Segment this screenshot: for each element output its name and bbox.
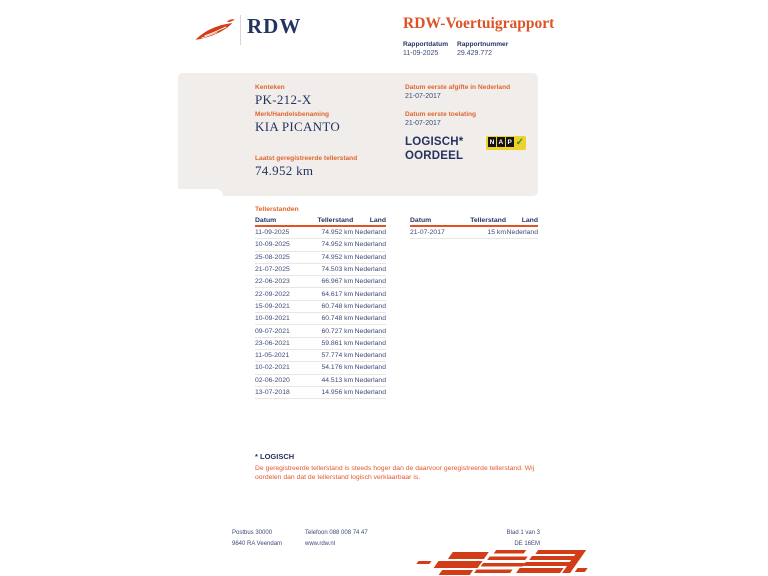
table-row — [255, 239, 386, 251]
rdw-logo — [194, 12, 394, 52]
table-row — [255, 350, 386, 362]
nap-letter-n: N — [489, 138, 495, 146]
table-cell: 09-07-2021 — [255, 327, 290, 335]
afgifte-label: Datum eerste afgifte in Nederland — [405, 84, 511, 91]
table-row — [255, 252, 386, 264]
logo-divider — [240, 15, 241, 45]
logo-wordmark: RDW — [247, 14, 302, 38]
toelating-label: Datum eerste toelating — [405, 111, 477, 118]
footer-doc-code: DE 16EM — [514, 541, 540, 547]
table-body — [255, 227, 386, 399]
afgifte-value: 21-07-2017 — [405, 93, 441, 100]
table-cell: 66.967 km — [321, 278, 354, 286]
table-cell: Nederland — [354, 278, 386, 286]
table-cell: 14.956 km — [321, 389, 354, 396]
kenteken-label: Kenteken — [255, 84, 285, 91]
footer-website: www.rdw.nl — [305, 541, 336, 547]
table-cell: Nederland — [354, 302, 386, 310]
table-row — [255, 338, 386, 350]
table-cell: 11-05-2021 — [255, 352, 290, 360]
table-cell: Nederland — [354, 352, 386, 360]
table-cell: 74.503 km — [321, 266, 354, 274]
table-cell: Nederland — [354, 327, 386, 335]
footer-phone: Telefoon 088 008 74 47 — [305, 530, 368, 536]
table-cell: 21-07-2025 — [255, 266, 290, 274]
table-cell: Nederland — [354, 376, 386, 384]
table-row — [255, 375, 386, 387]
column-header: Land — [369, 217, 386, 224]
footer-stripes-graphic — [405, 546, 590, 576]
table-cell: Nederland — [354, 339, 386, 347]
logisch-footnote — [255, 452, 557, 482]
table-cell: 74.952 km — [321, 241, 354, 249]
table-cell: Nederland — [354, 290, 386, 298]
tellerstanden-table — [255, 206, 386, 399]
table-cell: Nederland — [354, 253, 386, 261]
footer-address — [232, 528, 282, 550]
table-cell: 64.617 km — [321, 290, 354, 298]
table-row — [410, 227, 538, 239]
table-row — [255, 387, 386, 399]
table-cell: 10-09-2025 — [255, 241, 290, 249]
table-cell: 57.774 km — [321, 352, 354, 360]
table-cell: 74.952 km — [321, 229, 354, 237]
nap-check-icon: ✓ — [515, 137, 525, 148]
kenteken-value: PK-212-X — [255, 92, 312, 107]
table-cell: Nederland — [354, 315, 386, 323]
nap-letter-p: P — [507, 138, 512, 146]
column-header: Land — [521, 217, 538, 224]
footer-page-number: Blad 1 van 3 — [506, 530, 540, 536]
table-cell: 11-09-2025 — [255, 229, 290, 237]
table-row — [255, 276, 386, 288]
table-row — [255, 288, 386, 300]
report-date-value: 11-09-2025 — [403, 50, 439, 57]
table-header-row — [410, 215, 538, 227]
page-title: RDW-Voertuigrapport — [403, 15, 555, 32]
footer-contact — [305, 528, 368, 550]
table-row — [255, 313, 386, 325]
table-cell: Nederland — [354, 364, 386, 372]
table-cell: 13-07-2018 — [255, 389, 290, 396]
rdw-wing-icon — [194, 14, 236, 48]
table-cell: 74.952 km — [321, 253, 354, 261]
table-cell: Nederland — [506, 229, 538, 237]
table-cell: 60.748 km — [321, 315, 354, 323]
tellerstand-label: Laatst geregistreerde tellerstand — [255, 155, 358, 162]
nap-logo — [486, 136, 526, 150]
tellerstand-value: 74.952 km — [255, 163, 314, 178]
table-cell: 10-02-2021 — [255, 364, 290, 372]
table-cell: 25-08-2025 — [255, 253, 290, 261]
footer-address-line1: Postbus 30000 — [232, 530, 273, 536]
table-cell: Nederland — [354, 229, 386, 237]
footnote-text: De geregistreerde tellerstand is steeds hoger dan de daarvoor geregistreerde tellerstand. Wij oordelen dan dat de tellerstand logisch verklaarbaar is. — [255, 465, 535, 481]
table-row — [255, 227, 386, 239]
panel-corner-notch — [178, 189, 223, 196]
table-cell: 02-06-2020 — [255, 376, 290, 384]
report-number-value: 29.429.772 — [457, 50, 493, 57]
table-row — [255, 362, 386, 374]
oordeel-text — [405, 136, 463, 163]
vehicle-summary-panel — [178, 73, 538, 196]
tellerstanden-table-title: Tellerstanden — [255, 206, 299, 213]
first-reading-table — [410, 215, 538, 239]
table-cell: 23-06-2021 — [255, 339, 290, 347]
oordeel-line1: LOGISCH* — [405, 136, 464, 148]
toelating-value: 21-07-2017 — [405, 120, 441, 127]
column-header: Datum — [255, 217, 277, 224]
merk-label: Merk/Handelsbenaming — [255, 111, 330, 118]
table-cell: Nederland — [354, 266, 386, 274]
table-body — [410, 227, 538, 239]
footnote-title: * LOGISCH — [255, 452, 295, 461]
table-row — [255, 301, 386, 313]
table-cell: 54.176 km — [321, 364, 354, 372]
table-cell: 60.727 km — [321, 327, 354, 335]
footer-address-line2: 9640 RA Veendam — [232, 541, 283, 547]
table-cell: Nederland — [354, 389, 386, 396]
table-cell: 15 km — [487, 229, 506, 237]
table-cell: Nederland — [354, 241, 386, 249]
column-header: Datum — [410, 217, 432, 224]
merk-value: KIA PICANTO — [255, 119, 341, 134]
nap-letter-a: A — [498, 138, 504, 146]
report-number-label: Rapportnummer — [457, 41, 509, 48]
table-cell: 44.513 km — [321, 376, 354, 384]
column-header: Tellerstand — [317, 217, 354, 224]
table-cell: 22-06-2023 — [255, 278, 290, 286]
table-header-row — [255, 215, 386, 227]
table-cell: 15-09-2021 — [255, 302, 290, 310]
table-cell: 60.748 km — [321, 302, 354, 310]
table-cell: 59.861 km — [321, 339, 354, 347]
table-cell: 22-09-2022 — [255, 290, 290, 298]
table-row — [255, 264, 386, 276]
oordeel-line2: OORDEEL — [405, 149, 464, 162]
table-row — [255, 325, 386, 337]
report-date-label: Rapportdatum — [403, 41, 449, 48]
column-header: Tellerstand — [470, 217, 506, 224]
table-cell: 21-07-2017 — [410, 229, 445, 237]
table-cell: 10-09-2021 — [255, 315, 290, 323]
